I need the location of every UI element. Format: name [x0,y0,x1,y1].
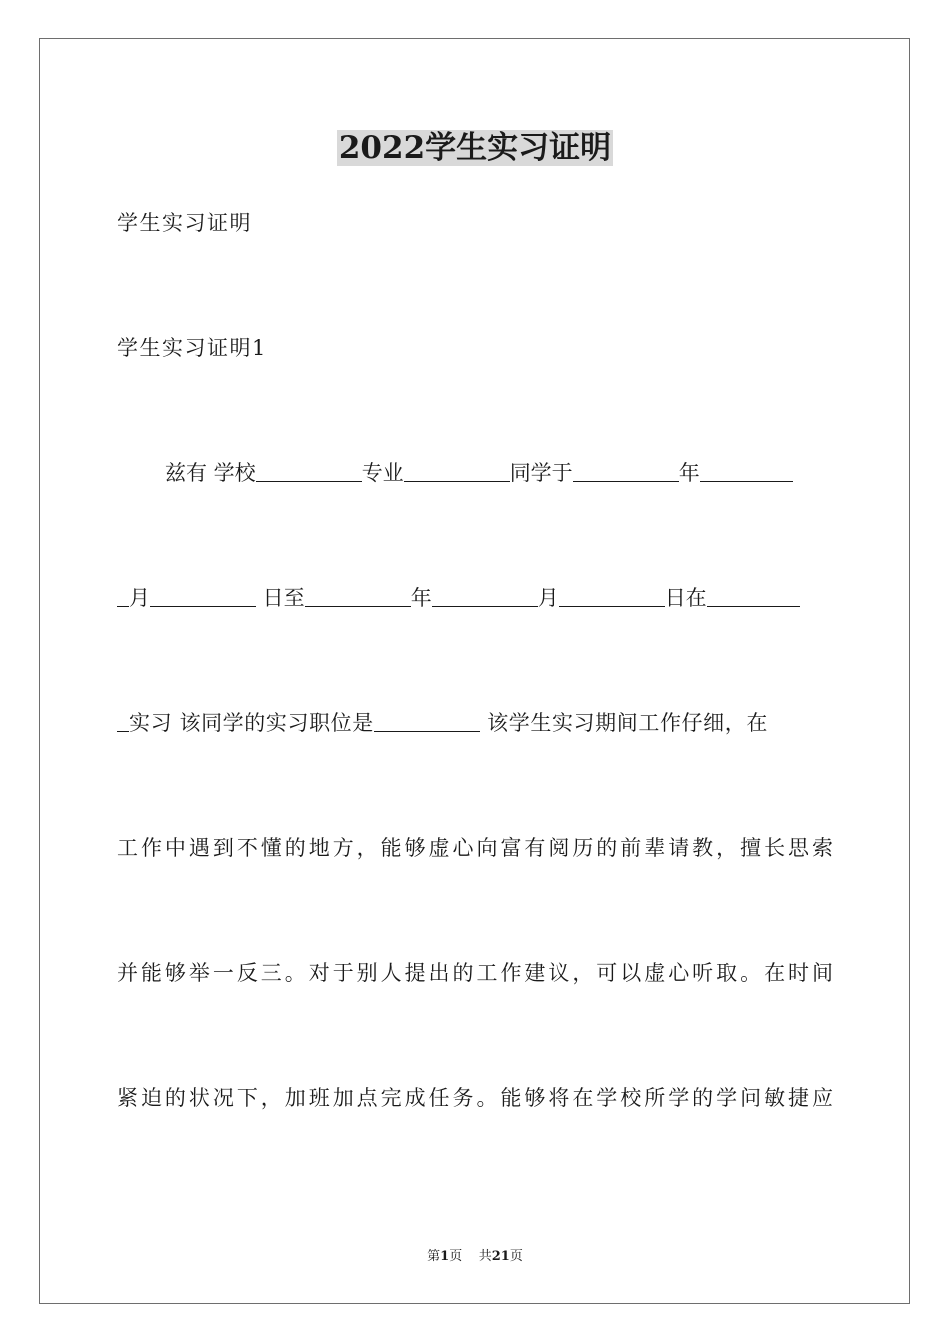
line-1-text-year: 年 [678,461,700,485]
line-1-text-student: 同学于 [509,461,573,485]
fill-in-blank-end-year[interactable] [305,586,411,607]
paragraph-line-6: 紧迫的状况下，加班加点完成任务。能够将在学校所学的学问敏捷应 [117,1086,833,1110]
line-2-text-year: 年 [410,586,432,610]
footer-page-prefix: 第 [427,1249,441,1264]
line-1-text-major: 专业 [361,461,404,485]
fill-in-blank-student-name[interactable] [573,461,679,482]
line-2-text-month: 月 [129,586,150,610]
page-footer [0,1248,950,1266]
line-3-text-diligent: 该学生实习期间工作仔细，在 [479,711,768,735]
fill-in-blank-end-day[interactable] [559,586,665,607]
fill-in-blank-position[interactable] [374,711,480,732]
fill-in-blank-school[interactable] [256,461,362,482]
line-2-text-day-at: 日在 [664,586,707,610]
line-3-text-position: 实习 该同学的实习职位是 [129,711,374,735]
line-2-text-day-to: 日至 [256,586,305,610]
document-title: 2022学生实习证明 [338,130,612,166]
fill-in-blank-company-cont[interactable] [117,711,129,732]
footer-total-pages: 21 [491,1249,510,1264]
line-1-text-school: 兹有 学校 [165,461,256,485]
fill-in-blank-start-year[interactable] [700,461,793,482]
footer-total-prefix: 共 [478,1249,492,1264]
paragraph-line-1 [165,458,833,488]
fill-in-blank-start-year-cont[interactable] [117,586,129,607]
paragraph-line-4: 工作中遇到不懂的地方，能够虚心向富有阅历的前辈请教，擅长思索 [117,836,833,860]
paragraph-line-2 [117,583,833,613]
line-2-text-month-2: 月 [537,586,559,610]
fill-in-blank-end-month[interactable] [432,586,538,607]
paragraph-line-3 [117,708,833,738]
section-heading: 学生实习证明1 [117,336,267,360]
fill-in-blank-start-month[interactable] [150,586,256,607]
fill-in-blank-company[interactable] [707,586,800,607]
footer-total-suffix: 页 [509,1249,523,1264]
footer-page-number: 1 [440,1249,450,1264]
document-subtitle: 学生实习证明 [117,211,252,235]
footer-page-suffix: 页 [449,1249,463,1264]
paragraph-line-5: 并能够举一反三。对于别人提出的工作建议，可以虚心听取。在时间 [117,961,833,985]
fill-in-blank-major[interactable] [404,461,510,482]
